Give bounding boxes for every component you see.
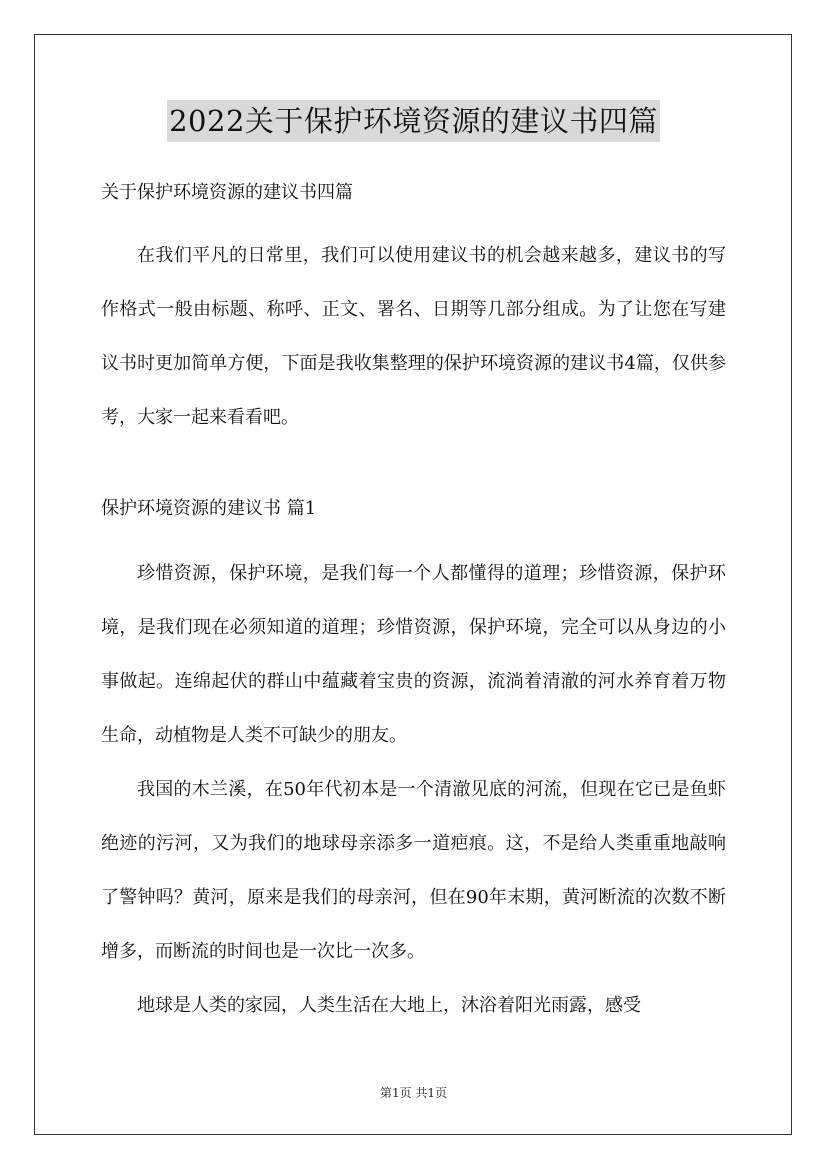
intro-paragraph: 在我们平凡的日常里，我们可以使用建议书的机会越来越多，建议书的写作格式一般由标题、称呼、正文、署名、日期等几部分组成。为了让您在写建议书时更加简单方便，下面是我收集整理的保护环境资源的建议书4篇，仅供参考，大家一起来看看吧。 <box>101 245 726 428</box>
page-footer: 第1页 共1页 <box>379 1086 448 1100</box>
body-paragraph: 珍惜资源，保护环境，是我们每一个人都懂得的道理；珍惜资源，保护环境，是我们现在必须知道的道理；珍惜资源，保护环境，完全可以从身边的小事做起。连绵起伏的群山中蕴藏着宝贵的资源，流淌着清澈的河水养育着万物生命，动植物是人类不可缺少的朋友。 <box>101 563 726 746</box>
section-body <box>101 547 726 1033</box>
section-heading: 保护环境资源的建议书 篇1 <box>101 498 317 519</box>
document-title: 2022关于保护环境资源的建议书四篇 <box>167 100 660 142</box>
document-subtitle: 关于保护环境资源的建议书四篇 <box>101 182 353 203</box>
body-paragraph: 我国的木兰溪，在50年代初本是一个清澈见底的河流，但现在它已是鱼虾绝迹的污河，又为我们的地球母亲添多一道疤痕。这，不是给人类重重地敲响了警钟吗？黄河，原来是我们的母亲河，但在90年末期，黄河断流的次数不断增多，而断流的时间也是一次比一次多。 <box>101 779 726 962</box>
title-container <box>0 100 827 142</box>
body-paragraph: 地球是人类的家园，人类生活在大地上，沐浴着阳光雨露，感受 <box>137 995 641 1016</box>
document-body <box>101 175 726 1033</box>
